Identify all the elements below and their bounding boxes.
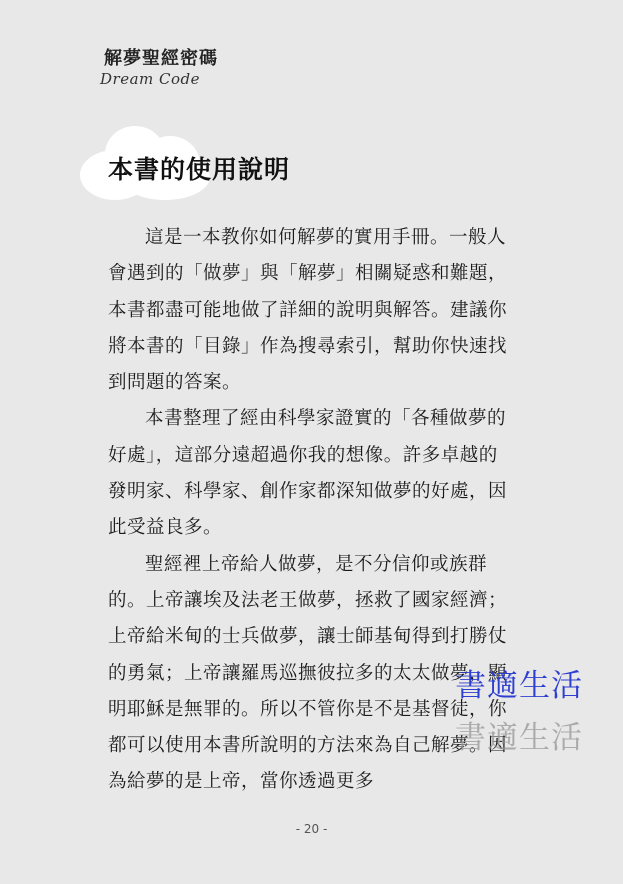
paragraph: 聖經裡上帝給人做夢，是不分信仰或族群的。上帝讓埃及法老王做夢，拯救了國家經濟；上帝給米甸的士兵做夢，讓士師基甸得到打勝仗的勇氣；上帝讓羅馬巡撫彼拉多的太太做夢，顯明耶穌是無罪的。所以不管你是不是基督徒，你都可以使用本書所說明的方法來為自己解夢。因為給夢的是上帝，當你透過更多 xyxy=(108,553,508,793)
page-number: - 20 - xyxy=(295,822,328,836)
body-text xyxy=(108,220,508,801)
paragraph: 這是一本教你如何解夢的實用手冊。一般人會遇到的「做夢」與「解夢」相關疑惑和難題，本書都盡可能地做了詳細的說明與解答。建議你將本書的「目錄」作為搜尋索引，幫助你快速找到問題的答案。 xyxy=(108,227,508,394)
book-subtitle: Dream Code xyxy=(100,70,200,88)
section-title: 本書的使用說明 xyxy=(108,155,291,184)
paragraph: 本書整理了經由科學家證實的「各種做夢的好處」，這部分遠超過你我的想像。許多卓越的發明家、科學家、創作家都深知做夢的好處，因此受益良多。 xyxy=(108,408,508,539)
watermark-blue: 書適生活 xyxy=(455,668,583,704)
book-title: 解夢聖經密碼 xyxy=(104,48,218,69)
watermark-gray: 書適生活 xyxy=(455,720,583,756)
